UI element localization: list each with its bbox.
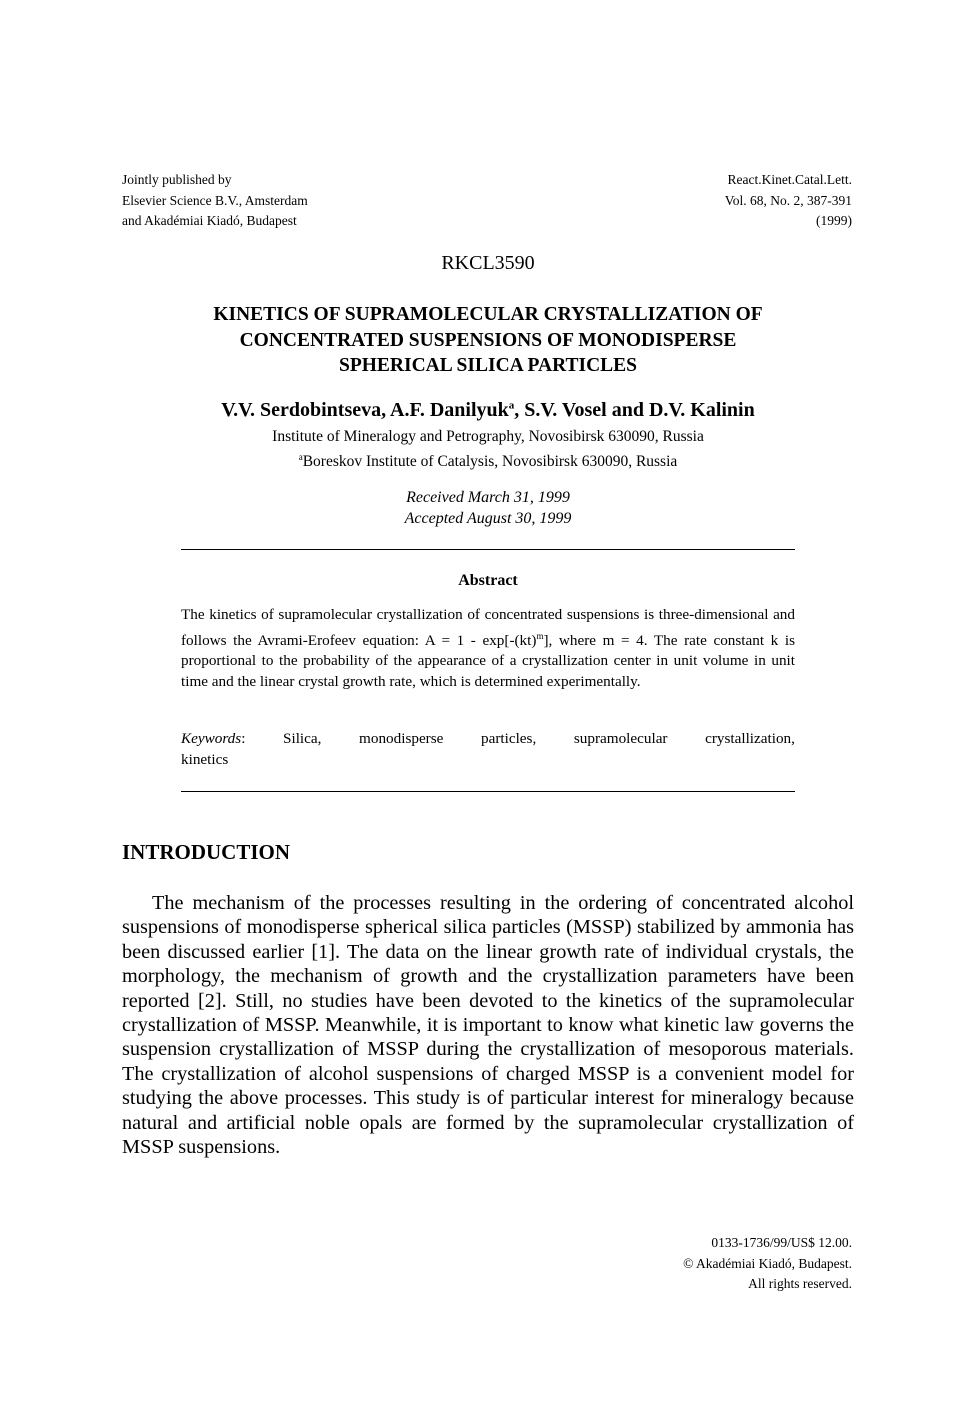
journal-citation <box>725 170 852 232</box>
publisher-info <box>122 170 308 232</box>
affiliation-mark: a <box>298 452 303 462</box>
keyword: monodisperse <box>359 730 444 747</box>
divider <box>181 549 795 550</box>
affiliation-2-line <box>0 447 976 472</box>
abstract-text-after: ], where m = 4. The rate constant k is proportional to the probability of the appearance of a crystallization center in unit volume in unit time and the linear crystal growth rate, which is determined experimentally. <box>181 631 795 690</box>
introduction-paragraph: The mechanism of the processes resulting in the ordering of concentrated alcohol suspensions of monodisperse spherical silica particles (MSSP) stabilized by ammonia has been discussed earlier [1]. The data on the linear growth rate of individual crystals, the morphology, the mechanism of growth and the crystallization parameters have been reported [2]. Still, no studies have been devoted to the kinetics of the supramolecular crystallization of MSSP. Meanwhile, it is important to know what kinetic law governs the suspension crystallization of MSSP during the crystallization of mesoporous materials. The crystallization of alcohol suspensions of charged MSSP is a convenient model for studying the above processes. This study is of particular interest for mineralogy because natural and artificial noble opals are formed by the supramolecular crystallization of MSSP suspensions. <box>122 892 854 1159</box>
keyword: particles, <box>481 730 537 747</box>
keywords-label: Keywords <box>181 730 242 747</box>
footer-line: All rights reserved. <box>748 1276 852 1291</box>
journal-line: (1999) <box>816 213 852 228</box>
keywords-row <box>181 729 795 750</box>
footer-line: 0133-1736/99/US$ 12.00. <box>711 1235 852 1250</box>
footer-line: © Akadémiai Kiadó, Budapest. <box>683 1255 852 1271</box>
abstract-exponent: m <box>536 630 544 641</box>
keyword: kinetics <box>181 750 229 768</box>
journal-line: Vol. 68, No. 2, 387-391 <box>724 192 852 208</box>
copyright-footer <box>683 1233 852 1295</box>
section-heading: INTRODUCTION <box>122 840 291 864</box>
affiliation-mark: a <box>508 399 515 412</box>
publisher-line: Jointly published by <box>122 172 232 187</box>
authors-part-1: V.V. Serdobintseva, A.F. Danilyuk <box>221 399 509 421</box>
abstract-text-before: The kinetics of supramolecular crystallization of concentrated suspensions is three-dimensional and follows the Avrami-Erofeev equation: A = 1 - exp[-(kt) <box>181 606 795 649</box>
keywords-colon: : <box>241 730 246 747</box>
affiliation-1: Institute of Mineralogy and Petrography, Novosibirsk 630090, Russia <box>272 428 704 445</box>
author-list <box>0 399 976 422</box>
keyword: supramolecular <box>573 730 668 747</box>
abstract-heading: Abstract <box>458 572 518 589</box>
title-line: KINETICS OF SUPRAMOLECULAR CRYSTALLIZATION OF <box>213 304 763 325</box>
keyword: Silica, <box>283 730 322 747</box>
article-dates <box>0 487 976 529</box>
accepted-date: Accepted August 30, 1999 <box>404 510 572 527</box>
received-date: Received March 31, 1999 <box>406 489 570 506</box>
title-line: SPHERICAL SILICA PARTICLES <box>338 355 638 376</box>
paper-title <box>120 302 856 379</box>
affiliation-2: Boreskov Institute of Catalysis, Novosibirsk 630090, Russia <box>302 453 678 471</box>
authors-part-2: , S.V. Vosel and D.V. Kalinin <box>514 399 755 421</box>
divider <box>181 791 795 792</box>
affiliations <box>0 426 976 472</box>
keyword: crystallization, <box>705 730 795 747</box>
publisher-line: Elsevier Science B.V., Amsterdam <box>122 192 308 208</box>
journal-line: React.Kinet.Catal.Lett. <box>727 172 852 187</box>
article-code: RKCL3590 <box>441 252 535 274</box>
abstract-text <box>181 605 795 692</box>
keywords-label-group <box>181 729 245 750</box>
publisher-line: and Akadémiai Kiadó, Budapest <box>122 213 297 228</box>
title-line: CONCENTRATED SUSPENSIONS OF MONODISPERSE <box>239 329 737 351</box>
keywords <box>181 729 795 770</box>
